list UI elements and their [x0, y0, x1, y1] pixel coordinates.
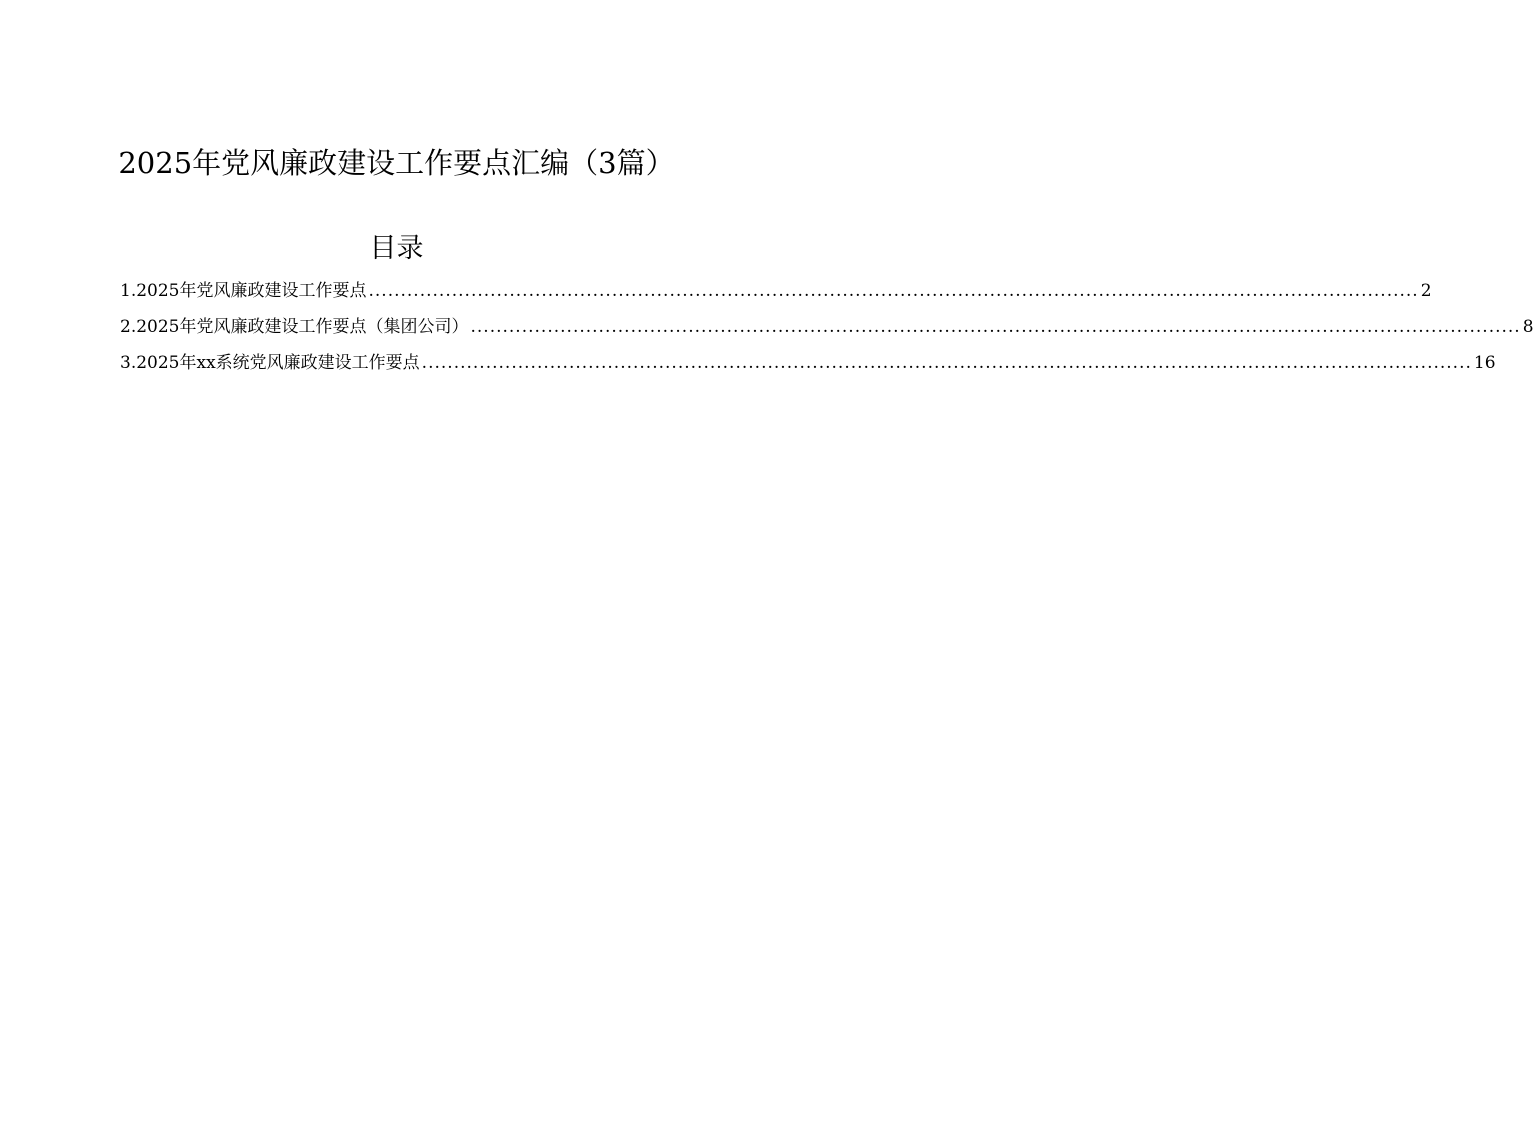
toc-page-number: 2 [1420, 281, 1432, 301]
table-of-contents [120, 277, 1534, 385]
toc-heading: 目录 [369, 233, 424, 264]
toc-entry-2[interactable] [120, 313, 1534, 349]
toc-entry-label: 2.2025年党风廉政建设工作要点（集团公司） [120, 317, 469, 337]
toc-dot-leader: .................................................................................................................................................................... [368, 281, 1419, 301]
toc-entry-label: 1.2025年党风廉政建设工作要点 [120, 281, 367, 301]
document-title: 2025年党风廉政建设工作要点汇编（3篇） [118, 146, 675, 180]
toc-dot-leader: .................................................................................................................................................................... [421, 353, 1472, 373]
toc-entry-1[interactable] [120, 277, 1432, 313]
toc-entry-label: 3.2025年xx系统党风廉政建设工作要点 [120, 353, 420, 373]
toc-page-number: 16 [1473, 353, 1496, 373]
toc-entry-3[interactable] [120, 349, 1496, 385]
toc-page-number: 8 [1522, 317, 1534, 337]
toc-dot-leader: .................................................................................................................................................................... [470, 317, 1521, 337]
